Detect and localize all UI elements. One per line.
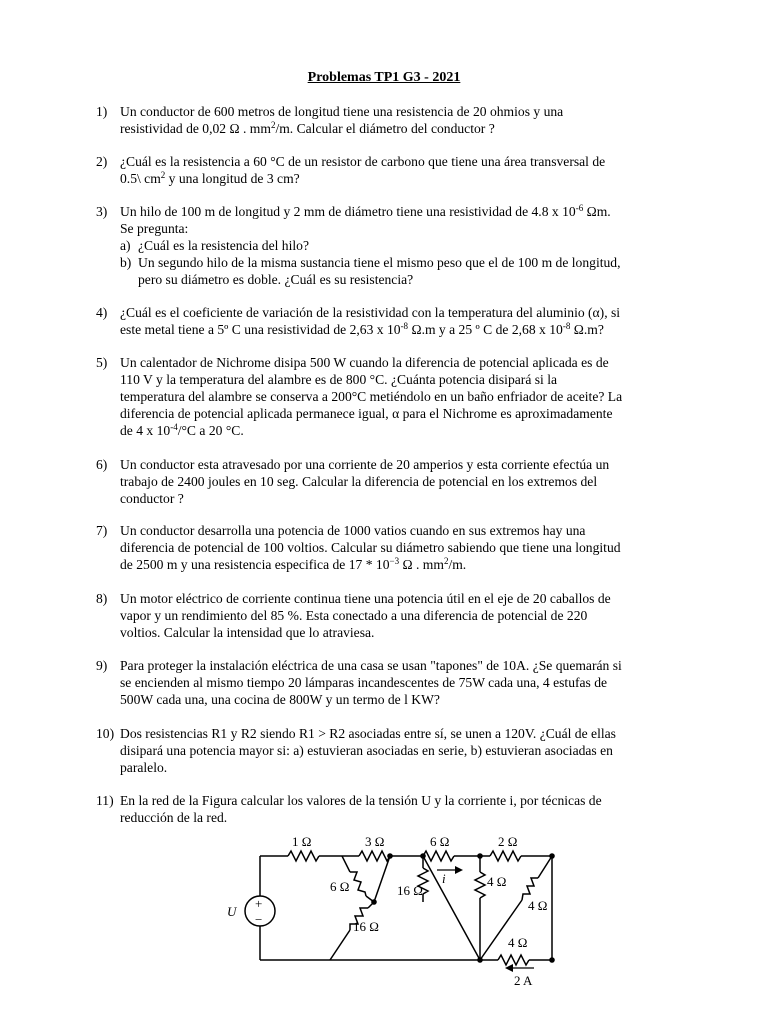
- problem-line: Dos resistencias R1 y R2 siendo R1 > R2 asociadas entre sí, se unen a 120V. ¿Cuál de ellas: [120, 726, 616, 741]
- node-top-3: [420, 853, 426, 859]
- problem-number: 4): [96, 305, 108, 320]
- problem-text: [120, 103, 696, 137]
- sub-question-line: pero su diámetro es doble. ¿Cuál es su resistencia?: [138, 272, 414, 287]
- resistor-6ohm-top: [423, 851, 454, 861]
- problem-text: [120, 792, 696, 826]
- problem-line: de 2500 m y una resistencia especifica de $17 * 10^{-3}$ Ω . $mm^2/m$.: [120, 556, 467, 572]
- label-r16-lower: 16 Ω: [353, 919, 379, 934]
- label-r3: 3 Ω: [365, 834, 385, 849]
- problem-line: Para proteger la instalación eléctrica de una casa se usan "tapones" de 10A. ¿Se quemarán si: [120, 658, 622, 673]
- problem-text: [120, 203, 696, 288]
- problem-line: Un hilo de 100 m de longitud y 2 mm de diámetro tiene una resistividad de 4.8 x $10^{-6}$ Ωm.: [120, 203, 611, 219]
- sub-question-label: a): [120, 238, 131, 253]
- label-r6-top: 6 Ω: [430, 834, 450, 849]
- problem-text: [120, 456, 696, 507]
- label-current-i: i: [442, 871, 446, 886]
- label-source-plus: +: [255, 896, 263, 911]
- problem-number: 1): [96, 104, 108, 119]
- resistor-4ohm-diag: [522, 878, 538, 900]
- problem-line: Un conductor esta atravesado por una corriente de 20 amperios y esta corriente efectúa un: [120, 457, 610, 472]
- problem-line: conductor ?: [120, 491, 184, 506]
- resistor-4ohm-bottom: [498, 955, 529, 965]
- label-source-u: U: [227, 904, 237, 919]
- problem-number: 8): [96, 591, 108, 606]
- problem-line: 500W cada una, una cocina de 800W y un termo de l KW?: [120, 692, 440, 707]
- problem-line: Un conductor desarrolla una potencia de 1000 vatios cuando en sus extremos hay una: [120, 523, 586, 538]
- problem-line: Un conductor de 600 metros de longitud tiene una resistencia de 20 ohmios y una: [120, 104, 564, 119]
- node-mid: [371, 899, 377, 905]
- problem-text: [120, 657, 696, 708]
- problem-line: este metal tiene a 5º C una resistividad de 2,63 x $10^{-8}$ Ω.m y a 25 º C de 2,68 x $10^{-8}$ Ω.m?: [120, 321, 604, 337]
- label-r6-diag: 6 Ω: [330, 879, 350, 894]
- label-r4-vertical: 4 Ω: [487, 874, 507, 889]
- resistor-1ohm: [288, 851, 319, 861]
- wire-4d-a: [538, 856, 552, 878]
- problem-line: 0.5\ $cm^2$ y una longitud de 3 cm?: [120, 170, 300, 186]
- problem-line: ¿Cuál es la resistencia a 60 °C de un resistor de carbono que tiene una área transversal de: [120, 154, 606, 169]
- resistor-4ohm-vertical: [475, 872, 485, 898]
- sub-question-line: Un segundo hilo de la misma sustancia tiene el mismo peso que el de 100 m de longitud,: [138, 255, 621, 270]
- label-r4-bottom: 4 Ω: [508, 935, 528, 950]
- problem-number: 10): [96, 726, 115, 741]
- problem-line: 110 V y la temperatura del alambre es de 800 °C. ¿Cuánta potencia disipará si la: [120, 372, 558, 387]
- node-top-2: [387, 853, 393, 859]
- node-bottom: [477, 957, 483, 963]
- problem-text: [120, 725, 696, 776]
- problem-number: 5): [96, 355, 108, 370]
- problem-text: [120, 590, 696, 641]
- problem-line: temperatura del alambre se conserva a 200°C metiéndolo en un baño enfriador de aceite? La: [120, 389, 623, 404]
- problem-line: voltios. Calcular la intensidad que lo atraviesa.: [120, 625, 375, 640]
- sub-question-label: b): [120, 255, 132, 270]
- wire-diag-6a: [342, 856, 350, 872]
- sub-question: [120, 254, 696, 288]
- resistor-2ohm: [490, 851, 521, 861]
- wire-node3-bottom: [423, 856, 480, 960]
- document-title: Problemas TP1 G3 - 2021: [307, 70, 461, 85]
- wire-diag-16b: [330, 930, 350, 960]
- problem-line: Un calentador de Nichrome disipa 500 W cuando la diferencia de potencial aplicada es de: [120, 355, 609, 370]
- problem-line: Se pregunta:: [120, 221, 189, 236]
- label-r16-upper: 16 Ω: [397, 883, 423, 898]
- problem-line: diferencia de potencial de 100 voltios. Calcular su diámetro sabiendo que tiene una longitud: [120, 540, 621, 555]
- problem-line: Un motor eléctrico de corriente continua tiene una potencia útil en el eje de 20 caballos de: [120, 591, 611, 606]
- problem-line: diferencia de potencial aplicada permanece igual, α para el Nichrome es aproximadamente: [120, 406, 613, 421]
- problem-number: 2): [96, 154, 108, 169]
- wire-mid-up: [374, 856, 390, 902]
- label-r1: 1 Ω: [292, 834, 312, 849]
- problem-line: ¿Cuál es el coeficiente de variación de la resistividad con la temperatura del aluminio (α), si: [120, 305, 621, 320]
- label-r2: 2 Ω: [498, 834, 518, 849]
- sub-question-line: ¿Cuál es la resistencia del hilo?: [138, 238, 309, 253]
- problem-number: 7): [96, 523, 108, 538]
- problem-line: En la red de la Figura calcular los valores de la tensión U y la corriente i, por técnicas de: [120, 793, 602, 808]
- current-arrowhead-i: [455, 866, 463, 874]
- problem-text: [120, 354, 696, 439]
- problem-number: 6): [96, 457, 108, 472]
- problem-number: 11): [96, 793, 114, 808]
- node-top-right: [549, 853, 555, 859]
- problem-line: disipará una potencia mayor si: a) estuvieran asociadas en serie, b) estuvieran asociadas en: [120, 743, 613, 758]
- circuit-figure: [222, 828, 562, 993]
- problem-text: [120, 522, 696, 573]
- label-source-current: 2 A: [514, 973, 533, 988]
- problem-line: paralelo.: [120, 760, 168, 775]
- resistor-3ohm: [359, 851, 390, 861]
- problem-line: reducción de la red.: [120, 810, 228, 825]
- problem-line: trabajo de 2400 joules en 10 seg. Calcular la diferencia de potencial en los extremos del: [120, 474, 598, 489]
- problem-line: de 4 x $10^{-4}/^\circ C$ a 20 °C.: [120, 422, 244, 438]
- label-source-minus: −: [255, 912, 263, 927]
- node-bottom-right: [549, 957, 555, 963]
- problem-line: resistividad de 0,02 Ω . $mm^2/m$. Calcular el diámetro del conductor ?: [120, 120, 495, 136]
- problem-number: 9): [96, 658, 108, 673]
- problem-number: 3): [96, 204, 108, 219]
- problem-line: se encienden al mismo tiempo 20 lámparas incandescentes de 75W cada una, 4 estufas de: [120, 675, 608, 690]
- problem-text: [120, 153, 696, 187]
- sub-question: [120, 237, 696, 254]
- problem-text: [120, 304, 696, 338]
- resistor-6ohm-diag: [350, 872, 366, 896]
- label-r4-diag: 4 Ω: [528, 898, 548, 913]
- problem-line: vapor y un rendimiento del 85 %. Esta conectado a una diferencia de potencial de 220: [120, 608, 588, 623]
- wire-4d-b: [480, 900, 522, 960]
- node-top-4: [477, 853, 483, 859]
